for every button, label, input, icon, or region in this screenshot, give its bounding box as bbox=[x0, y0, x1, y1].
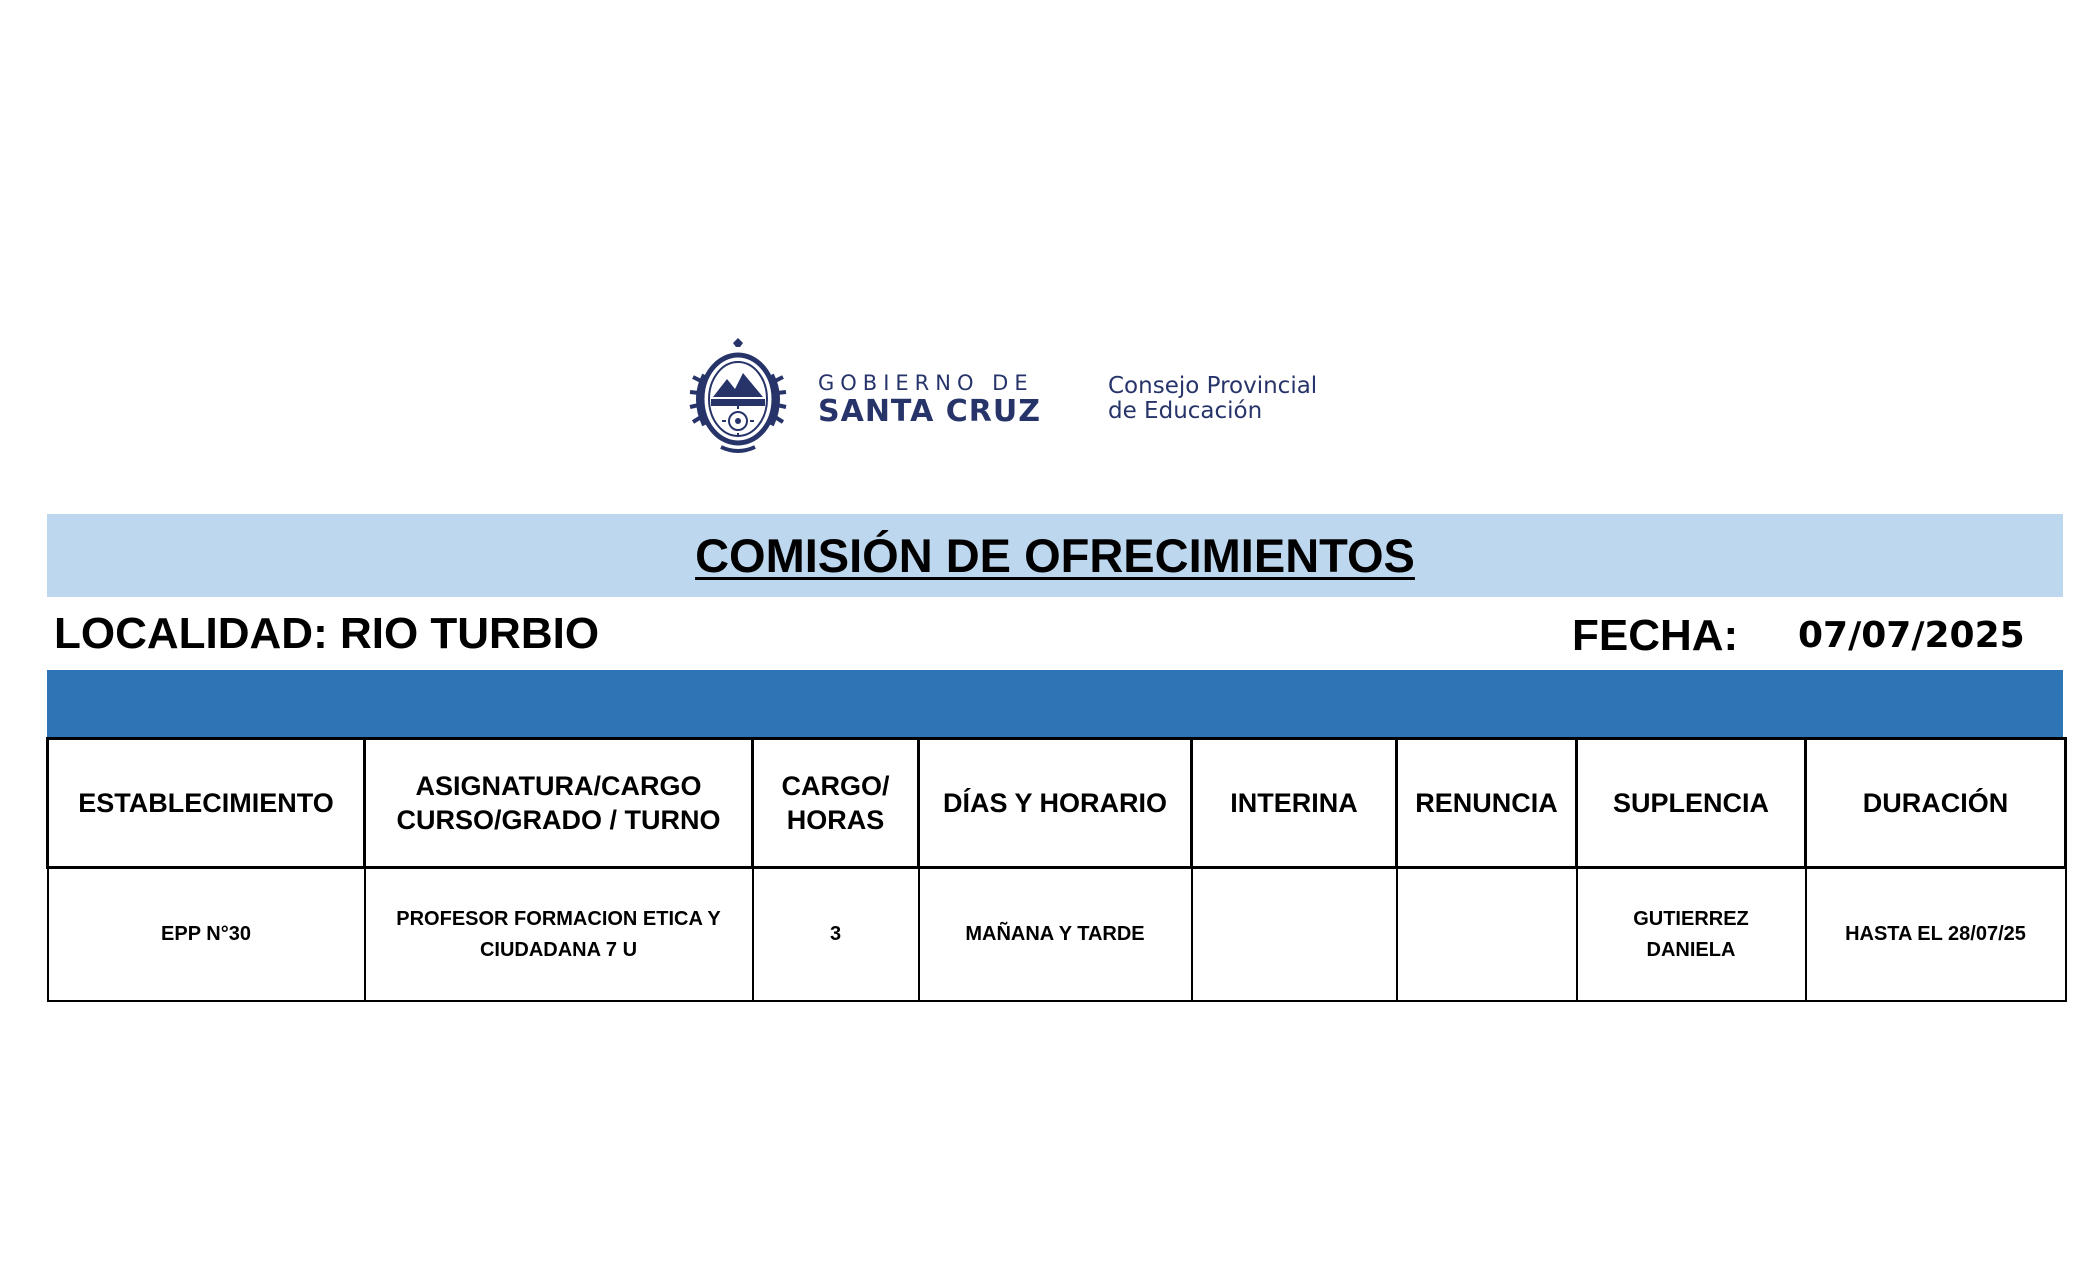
fecha-value: 07/07/2025 bbox=[1798, 615, 2025, 656]
header-renuncia: RENUNCIA bbox=[1397, 739, 1577, 868]
header-interina: INTERINA bbox=[1192, 739, 1397, 868]
government-name bbox=[818, 371, 1078, 429]
cell-renuncia bbox=[1397, 868, 1577, 1002]
offers-table bbox=[46, 737, 2067, 1002]
cell-interina bbox=[1192, 868, 1397, 1002]
page-title: COMISIÓN DE OFRECIMIENTOS bbox=[695, 529, 1415, 582]
government-line-1: GOBIERNO DE bbox=[818, 371, 1034, 395]
table-header-row bbox=[48, 739, 2066, 868]
header-establecimiento: ESTABLECIMIENTO bbox=[48, 739, 365, 868]
cell-suplencia: GUTIERREZ DANIELA bbox=[1577, 868, 1806, 1002]
council-line-2: de Educación bbox=[1108, 398, 1263, 424]
government-line-2: SANTA CRUZ bbox=[818, 394, 1041, 429]
header-cargo-horas: CARGO/ HORAS bbox=[753, 739, 919, 868]
header-duracion: DURACIÓN bbox=[1806, 739, 2066, 868]
title-band bbox=[47, 514, 2063, 597]
fecha-label: FECHA: bbox=[1572, 611, 1739, 660]
cell-duracion: HASTA EL 28/07/25 bbox=[1806, 868, 2066, 1002]
cell-establecimiento: EPP N°30 bbox=[48, 868, 365, 1002]
header-dias-horario: DÍAS Y HORARIO bbox=[919, 739, 1192, 868]
localidad-label: LOCALIDAD: RIO TURBIO bbox=[54, 609, 600, 658]
cell-cargo-horas: 3 bbox=[753, 868, 919, 1002]
coat-of-arms-icon bbox=[683, 337, 793, 457]
blue-band bbox=[47, 670, 2063, 737]
council-name bbox=[1108, 374, 1317, 424]
council-line-1: Consejo Provincial bbox=[1108, 373, 1318, 399]
cell-dias-horario: MAÑANA Y TARDE bbox=[919, 868, 1192, 1002]
header-asignatura: ASIGNATURA/CARGO CURSO/GRADO / TURNO bbox=[365, 739, 753, 868]
table-row bbox=[48, 868, 2066, 1002]
header-logo bbox=[683, 337, 1363, 457]
header-suplencia: SUPLENCIA bbox=[1577, 739, 1806, 868]
cell-asignatura: PROFESOR FORMACION ETICA Y CIUDADANA 7 U bbox=[365, 868, 753, 1002]
